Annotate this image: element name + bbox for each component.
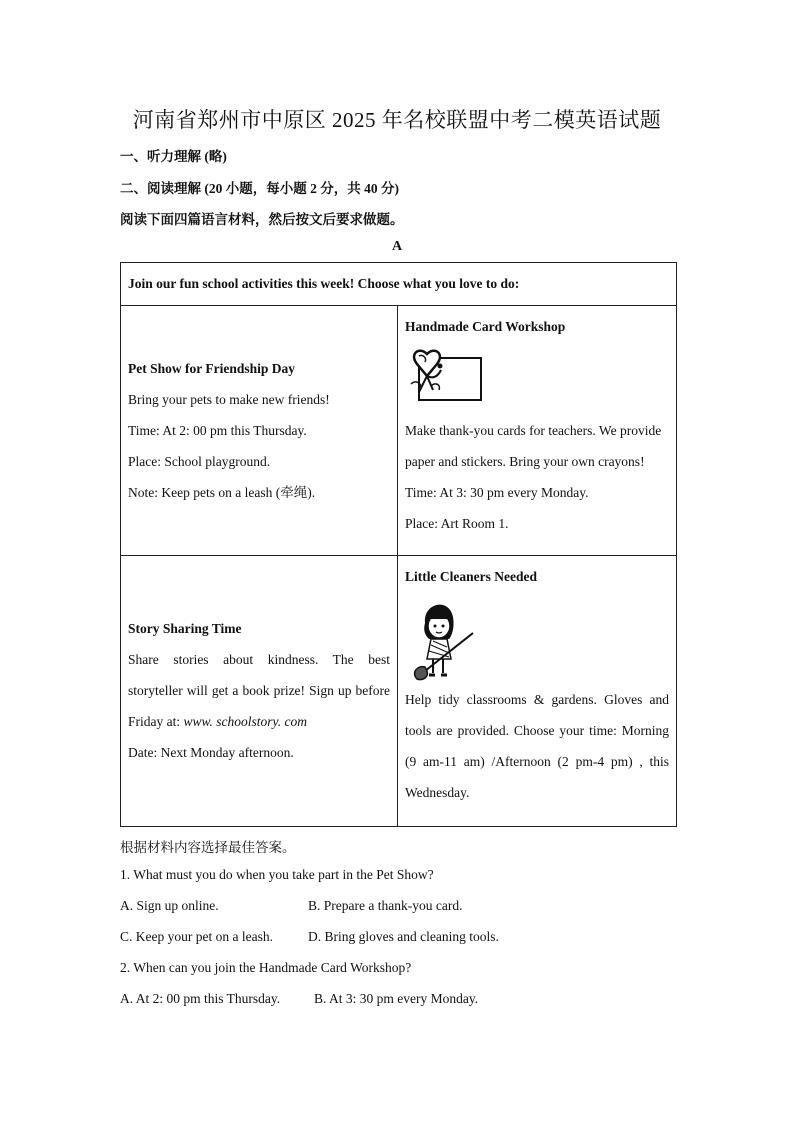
story-sharing-url: www. schoolstory. com bbox=[183, 714, 308, 729]
little-cleaners-title: Little Cleaners Needed bbox=[405, 569, 537, 584]
girl-with-broom-icon bbox=[405, 593, 485, 683]
notice-intro: Join our fun school activities this week! Choose what you love to do: bbox=[121, 263, 677, 306]
question-1-option-c: C. Keep your pet on a leash. bbox=[120, 929, 273, 944]
story-sharing-title: Story Sharing Time bbox=[128, 621, 242, 636]
card-workshop-time: Time: At 3: 30 pm every Monday. bbox=[405, 485, 589, 500]
pet-show-title: Pet Show for Friendship Day bbox=[128, 361, 296, 376]
question-2-stem: 2. When can you join the Handmade Card Workshop? bbox=[120, 960, 412, 975]
reading-instruction: 阅读下面四篇语言材料，然后按文后要求做题。 bbox=[120, 212, 404, 227]
question-2-option-a: A. At 2: 00 pm this Thursday. bbox=[120, 991, 281, 1006]
story-sharing-date: Date: Next Monday afternoon. bbox=[128, 745, 294, 760]
question-1-option-d: D. Bring gloves and cleaning tools. bbox=[308, 929, 499, 944]
card-workshop-title: Handmade Card Workshop bbox=[405, 319, 566, 334]
question-1-stem: 1. What must you do when you take part in the Pet Show? bbox=[120, 867, 434, 882]
card-workshop-line: paper and stickers. Bring your own crayons! bbox=[405, 454, 645, 469]
handmade-card-icon bbox=[405, 344, 485, 410]
pet-show-line: Bring your pets to make new friends! bbox=[128, 392, 330, 407]
card-workshop-cell bbox=[398, 306, 677, 556]
little-cleaners-body: Help tidy classrooms & gardens. Gloves and tools are provided. Choose your time: Morning (9 am-11 am) /Afternoon (2 pm-4 pm) , this Wednesday. bbox=[405, 692, 670, 800]
story-sharing-cell bbox=[121, 556, 398, 827]
card-workshop-line: Make thank-you cards for teachers. We provide bbox=[405, 423, 662, 438]
passage-letter: A bbox=[391, 239, 403, 254]
question-2-option-b: B. At 3: 30 pm every Monday. bbox=[314, 991, 479, 1006]
pet-show-note: Note: Keep pets on a leash (牵绳). bbox=[128, 485, 316, 500]
activities-notice-table bbox=[120, 262, 677, 827]
card-workshop-place: Place: Art Room 1. bbox=[405, 516, 509, 531]
little-cleaners-cell bbox=[398, 556, 677, 827]
pet-show-time: Time: At 2: 00 pm this Thursday. bbox=[128, 423, 307, 438]
question-1-option-b: B. Prepare a thank-you card. bbox=[308, 898, 463, 913]
pet-show-cell bbox=[121, 306, 398, 556]
section-listening: 一、听力理解 (略) bbox=[120, 149, 227, 164]
question-1-option-a: A. Sign up online. bbox=[120, 898, 219, 913]
pet-show-place: Place: School playground. bbox=[128, 454, 271, 469]
section-reading: 二、阅读理解 (20 小题，每小题 2 分，共 40 分) bbox=[120, 181, 399, 196]
story-sharing-body: Share stories about kindness. The best storyteller will get a book prize! Sign up before Friday at: www. schoolstory. com bbox=[128, 652, 390, 729]
question-prompt: 根据材料内容选择最佳答案。 bbox=[120, 840, 296, 855]
page-title: 河南省郑州市中原区 2025 年名校联盟中考二模英语试题 bbox=[132, 108, 662, 132]
